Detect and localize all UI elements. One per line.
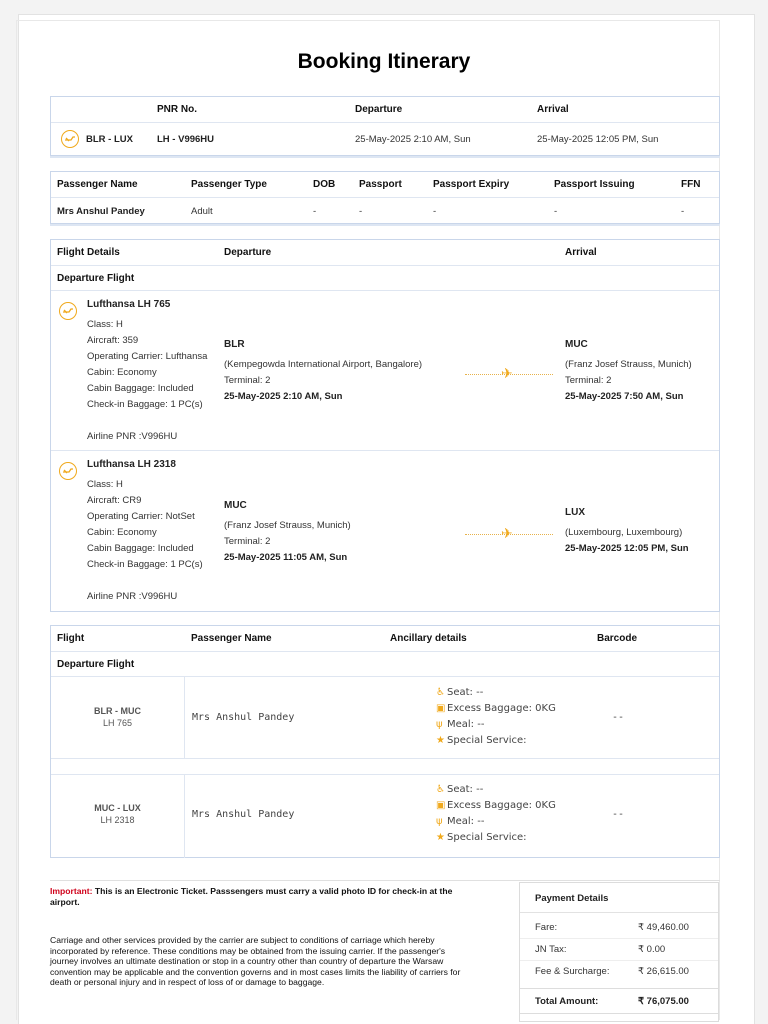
ffn-header: FFN: [681, 179, 701, 190]
passport-expiry-header: Passport Expiry: [433, 179, 510, 190]
flight-segment: [51, 450, 719, 612]
barcode-value: --: [612, 809, 625, 820]
meal-line: [436, 719, 484, 730]
passport-value: -: [359, 206, 363, 217]
passenger-name: Mrs Anshul Pandey: [57, 206, 145, 217]
arrival-terminal: Terminal: 2: [565, 375, 612, 386]
departure-airport: (Kempegowda International Airport, Bangalore): [224, 359, 423, 370]
flight-operating-carrier: Operating Carrier: Lufthansa: [87, 351, 208, 362]
arrival-code: LUX: [565, 507, 585, 518]
arrival-code: MUC: [565, 339, 588, 350]
tax-label: JN Tax:: [535, 944, 567, 955]
seat-line: [436, 687, 483, 698]
fee-value: ₹ 26,615.00: [638, 966, 689, 977]
ancillary-route: BLR - MUC: [94, 706, 141, 716]
departure-flight-section: Departure Flight: [57, 273, 135, 284]
seat-icon: ♿: [436, 687, 445, 698]
airline-pnr: Airline PNR :V996HU: [87, 591, 178, 602]
special-text: Special Service:: [447, 735, 527, 746]
ancillary-flight: LH 765: [102, 718, 133, 728]
tax-value: ₹ 0.00: [638, 944, 666, 955]
flight-class: Class: H: [87, 479, 123, 490]
page-title: Booking Itinerary: [297, 50, 471, 73]
passenger-type: Adult: [191, 206, 213, 217]
passenger-name-header: Passenger Name: [57, 179, 138, 190]
passport-header: Passport: [359, 179, 402, 190]
arrival-header: Arrival: [537, 104, 569, 115]
flight-operating-carrier: Operating Carrier: NotSet: [87, 511, 195, 522]
seat-line: [436, 784, 483, 795]
meal-icon: ψ: [436, 719, 443, 730]
departure-terminal: Terminal: 2: [224, 375, 271, 386]
airline-logo-icon: [59, 462, 77, 480]
barcode-header: Barcode: [597, 633, 638, 644]
ancillary-route: MUC - LUX: [94, 803, 141, 813]
ancillary-details-header: Ancillary details: [390, 633, 467, 644]
departure-time: 25-May-2025 11:05 AM, Sun: [224, 552, 348, 563]
baggage-icon: ▣: [436, 703, 446, 714]
seat-text: Seat: --: [447, 784, 484, 795]
ancillary-passenger: Mrs Anshul Pandey: [192, 712, 295, 723]
airline-logo-icon: [59, 302, 77, 320]
passport-issuing-header: Passport Issuing: [554, 179, 635, 190]
special-text: Special Service:: [447, 832, 527, 843]
baggage-text: Excess Baggage: 0KG: [447, 703, 556, 714]
pnr-header: PNR No.: [157, 104, 197, 115]
passenger-table: [50, 171, 720, 224]
flight-aircraft: Aircraft: 359: [87, 335, 139, 346]
baggage-line: [436, 703, 556, 714]
ancillary-row: [51, 774, 719, 858]
baggage-text: Excess Baggage: 0KG: [447, 800, 556, 811]
ancillary-passenger-header: Passenger Name: [191, 633, 272, 644]
flight-cabin: Cabin: Economy: [87, 527, 157, 538]
baggage-icon: ▣: [436, 800, 446, 811]
departure-header: Departure: [355, 104, 403, 115]
conditions-text: Carriage and other services provided by the carrier are subject to conditions of carriage which hereby incorporated by reference. These conditions may be obtained from the issuing carrier. If the passenger's journey involves an ultimate destination or stop in a country other than country of departure the Warsaw convention may be applicable and the convention governs and in most cases limits the liability of carriers for death or personal injury and in respect of loss of or damage to baggage.: [50, 935, 461, 988]
passport-expiry-value: -: [433, 206, 437, 217]
passenger-type-header: Passenger Type: [191, 179, 267, 190]
ancillary-flight: LH 2318: [100, 815, 135, 825]
flight-name: Lufthansa LH 2318: [87, 459, 176, 470]
departure-value: 25-May-2025 2:10 AM, Sun: [355, 134, 471, 145]
divider: [50, 880, 720, 881]
total-label: Total Amount:: [535, 996, 599, 1007]
meal-line: [436, 816, 484, 827]
fare-value: ₹ 49,460.00: [638, 922, 689, 933]
flight-details-header: Flight Details: [57, 247, 120, 258]
flight-name: Lufthansa LH 765: [87, 299, 171, 310]
meal-icon: ψ: [436, 816, 443, 827]
departure-time: 25-May-2025 2:10 AM, Sun: [224, 391, 343, 402]
flight-arrow-icon: ✈: [501, 525, 513, 541]
pnr-value: LH - V996HU: [157, 134, 215, 145]
flight-arrival-header: Arrival: [565, 247, 597, 258]
ancillary-table: [50, 625, 720, 858]
ancillary-flight-header: Flight: [57, 633, 85, 644]
flight-segment: [51, 290, 719, 450]
important-notice: [50, 886, 470, 907]
ancillary-row: [51, 676, 719, 758]
flight-arrow-icon: ✈: [501, 365, 513, 381]
dob-value: -: [313, 206, 317, 217]
arrival-airport: (Franz Josef Strauss, Munich): [565, 359, 692, 370]
arrival-value: 25-May-2025 12:05 PM, Sun: [537, 134, 659, 145]
departure-airport: (Franz Josef Strauss, Munich): [224, 520, 351, 531]
important-text: This is an Electronic Ticket. Passsengers must carry a valid photo ID for check-in at the airport.: [50, 886, 453, 907]
flight-cabin-baggage: Cabin Baggage: Included: [87, 383, 194, 394]
flight-details-table: [50, 239, 720, 612]
pnr-table: [50, 96, 720, 156]
fee-label: Fee & Surcharge:: [535, 966, 610, 977]
total-value: ₹ 76,075.00: [638, 996, 689, 1007]
passport-issuing-value: -: [554, 206, 558, 217]
baggage-line: [436, 800, 556, 811]
departure-code: BLR: [224, 339, 245, 350]
special-line: [436, 832, 527, 843]
star-icon: ★: [436, 832, 445, 843]
star-icon: ★: [436, 735, 445, 746]
meal-text: Meal: --: [447, 816, 485, 827]
fare-label: Fare:: [535, 922, 558, 933]
important-label: Important:: [50, 886, 93, 896]
arrival-airport: (Luxembourg, Luxembourg): [565, 527, 683, 538]
dob-header: DOB: [313, 179, 336, 190]
payment-title: Payment Details: [535, 893, 609, 904]
flight-checkin-baggage: Check-in Baggage: 1 PC(s): [87, 559, 203, 570]
ancillary-section: Departure Flight: [57, 659, 135, 670]
flight-class: Class: H: [87, 319, 123, 330]
flight-aircraft: Aircraft: CR9: [87, 495, 142, 506]
seat-text: Seat: --: [447, 687, 484, 698]
arrival-time: 25-May-2025 7:50 AM, Sun: [565, 391, 684, 402]
ancillary-passenger: Mrs Anshul Pandey: [192, 809, 295, 820]
flight-cabin-baggage: Cabin Baggage: Included: [87, 543, 194, 554]
arrival-time: 25-May-2025 12:05 PM, Sun: [565, 543, 689, 554]
flight-checkin-baggage: Check-in Baggage: 1 PC(s): [87, 399, 203, 410]
flight-departure-header: Departure: [224, 247, 272, 258]
flight-cabin: Cabin: Economy: [87, 367, 157, 378]
ffn-value: -: [681, 206, 685, 217]
route-text: BLR - LUX: [86, 134, 133, 145]
seat-icon: ♿: [436, 784, 445, 795]
special-line: [436, 735, 527, 746]
departure-terminal: Terminal: 2: [224, 536, 271, 547]
meal-text: Meal: --: [447, 719, 485, 730]
departure-code: MUC: [224, 500, 247, 511]
barcode-value: --: [612, 712, 625, 723]
airline-logo-icon: [61, 130, 79, 148]
payment-details: [519, 882, 719, 1022]
airline-pnr: Airline PNR :V996HU: [87, 431, 178, 442]
